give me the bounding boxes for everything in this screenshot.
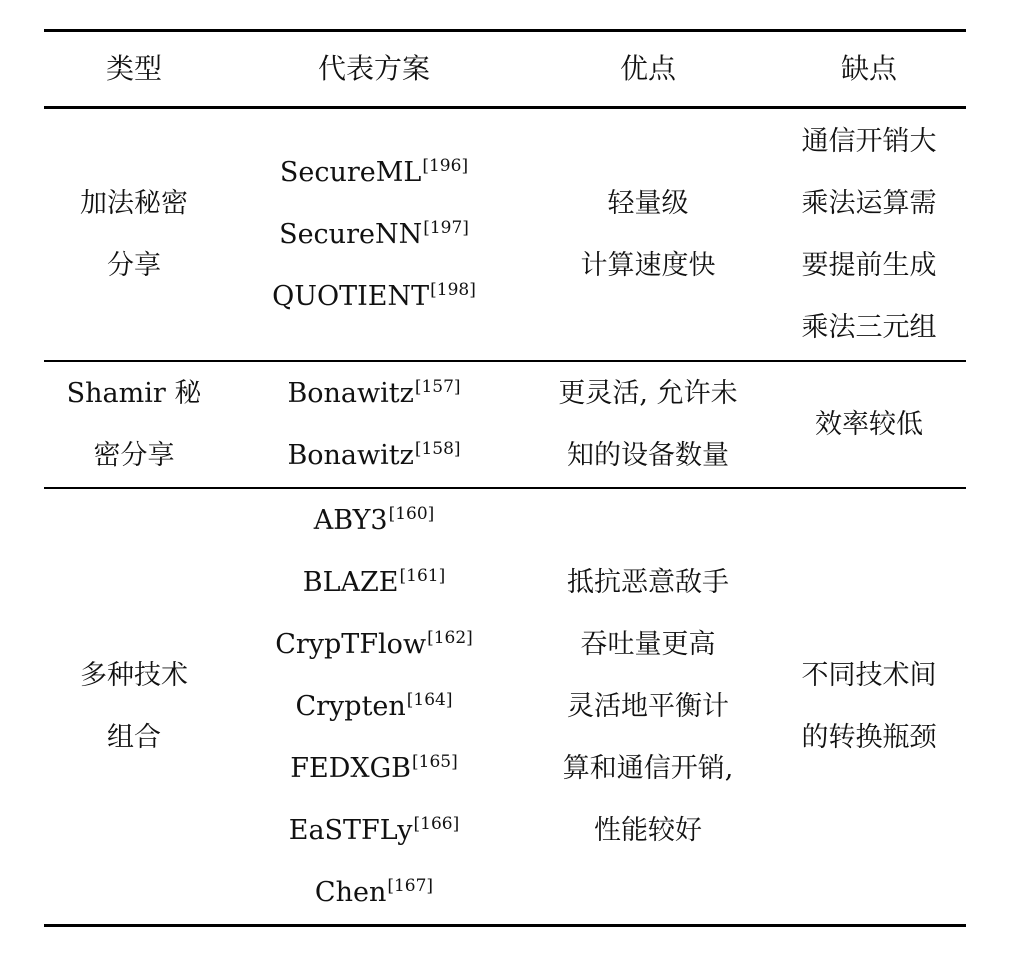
scheme-name: FEDXGB [290, 752, 411, 784]
row1-pros-line: 计算速度快 [580, 249, 716, 281]
scheme-item [315, 862, 433, 924]
table-bottom-rule [44, 924, 966, 927]
row3-cons-line: 的转换瓶颈 [801, 721, 937, 753]
row1-type-line: 分享 [107, 249, 161, 281]
row2-type-line: Shamir 秘 [66, 377, 202, 409]
scheme-citation: [197] [423, 217, 469, 238]
scheme-citation: [160] [388, 503, 435, 524]
row2-cons [772, 362, 966, 487]
row3-pros-line: 性能较好 [594, 814, 702, 846]
header-cons [772, 32, 966, 106]
row3-pros-line: 抵抗恶意敌手 [567, 566, 729, 598]
scheme-name: QUOTIENT [272, 280, 430, 312]
row3-schemes [224, 489, 524, 924]
scheme-name: SecureNN [279, 218, 423, 250]
row1-cons-line: 乘法三元组 [801, 311, 937, 343]
row1-cons-line: 通信开销大 [801, 125, 937, 157]
scheme-name: SecureML [279, 156, 422, 188]
row3-type-line: 多种技术 [80, 659, 188, 691]
scheme-citation: [165] [412, 751, 458, 772]
row2-type [44, 362, 224, 487]
scheme-item [280, 142, 468, 204]
row3-type-line: 组合 [107, 721, 161, 753]
scheme-item [289, 800, 459, 862]
header-pros-label: 优点 [619, 52, 676, 85]
scheme-name: Chen [314, 876, 387, 908]
header-type-label: 类型 [105, 52, 162, 85]
row3-cons [772, 489, 966, 924]
row1-cons [772, 109, 966, 360]
scheme-name: ABY3 [313, 504, 388, 536]
row2-type-line: 密分享 [93, 439, 175, 471]
scheme-citation: [198] [430, 279, 476, 300]
header-pros [524, 32, 772, 106]
scheme-citation: [157] [414, 376, 461, 397]
scheme-citation: [167] [387, 875, 434, 896]
scheme-item [295, 676, 452, 738]
scheme-item [303, 552, 445, 614]
scheme-citation: [196] [422, 155, 469, 176]
scheme-citation: [162] [427, 627, 473, 648]
scheme-name: EaSTFLy [288, 814, 413, 846]
scheme-item [275, 614, 473, 676]
row3-pros-line: 灵活地平衡计 [567, 690, 729, 722]
row2-pros [524, 362, 772, 487]
row3-type [44, 489, 224, 924]
row3-pros-line: 算和通信开销, [562, 752, 734, 784]
scheme-item [279, 204, 469, 266]
row3-pros-line: 吞吐量更高 [580, 628, 716, 660]
scheme-item [314, 490, 435, 552]
row1-pros-line: 轻量级 [607, 187, 689, 219]
scheme-name: BLAZE [302, 566, 399, 598]
row1-type [44, 109, 224, 360]
row1-cons-line: 乘法运算需 [801, 187, 937, 219]
scheme-citation: [166] [413, 813, 460, 834]
row3-cons-line: 不同技术间 [801, 659, 937, 691]
header-type [44, 32, 224, 106]
row1-pros [524, 109, 772, 360]
row2-pros-line: 更灵活, 允许未 [558, 377, 738, 409]
row1-cons-line: 要提前生成 [801, 249, 937, 281]
scheme-citation: [161] [399, 565, 446, 586]
row2-pros-line: 知的设备数量 [567, 439, 729, 471]
scheme-name: Bonawitz [287, 377, 414, 409]
scheme-citation: [158] [414, 438, 461, 459]
scheme-name: CrypTFlow [275, 628, 427, 660]
row1-type-line: 加法秘密 [80, 187, 188, 219]
scheme-citation: [164] [406, 689, 453, 710]
scheme-item [287, 425, 460, 487]
row2-cons-line: 效率较低 [815, 408, 923, 440]
scheme-item [287, 363, 460, 425]
header-schemes [224, 32, 524, 106]
row2-schemes [224, 362, 524, 487]
header-cons-label: 缺点 [840, 52, 897, 85]
scheme-item [290, 738, 457, 800]
scheme-name: Crypten [295, 690, 406, 722]
header-schemes-label: 代表方案 [317, 52, 430, 85]
scheme-item [272, 266, 476, 328]
row3-pros [524, 489, 772, 924]
scheme-name: Bonawitz [287, 439, 414, 471]
row1-schemes [224, 109, 524, 360]
